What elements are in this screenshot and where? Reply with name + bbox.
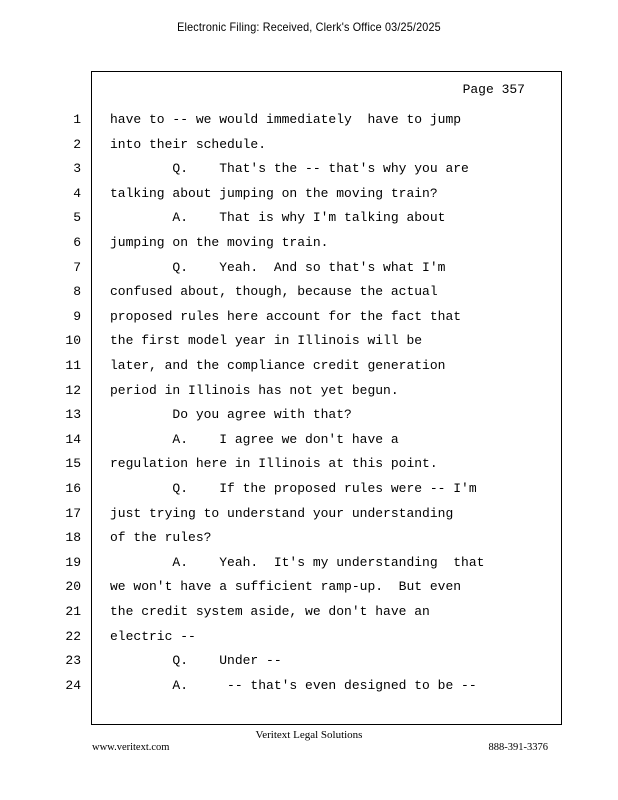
transcript-line: regulation here in Illinois at this point. [110,456,438,471]
line-number: 14 [65,432,81,447]
line-number: 11 [65,358,81,373]
line-number: 19 [65,555,81,570]
line-number: 23 [65,653,81,668]
transcript-line: later, and the compliance credit generation [110,358,446,373]
transcript-line: we won't have a sufficient ramp-up. But even [110,579,462,594]
page-number: Page 357 [462,82,525,97]
line-number: 6 [73,235,81,250]
transcript-line: confused about, though, because the actual [110,284,438,299]
line-number: 3 [73,161,81,176]
transcript-line: into their schedule. [110,137,267,152]
transcript-line: of the rules? [110,530,212,545]
transcript-line: talking about jumping on the moving train? [110,186,438,201]
line-number: 21 [65,604,81,619]
transcript-line: A. That is why I'm talking about [110,210,446,225]
transcript-line: just trying to understand your understanding [110,506,454,521]
line-number: 8 [73,284,81,299]
line-number: 12 [65,383,81,398]
transcript-line: jumping on the moving train. [110,235,329,250]
line-number: 7 [73,260,81,275]
line-number: 18 [65,530,81,545]
transcript-line: Do you agree with that? [110,407,352,422]
transcript-line: Q. Yeah. And so that's what I'm [110,260,446,275]
filing-header: Electronic Filing: Received, Clerk's Office 03/25/2025 [177,20,441,34]
transcript-line: the first model year in Illinois will be [110,333,423,348]
transcript-line: electric -- [110,629,196,644]
line-number: 22 [65,629,81,644]
line-number: 17 [65,506,81,521]
line-number: 16 [65,481,81,496]
line-number: 1 [73,112,81,127]
footer-company: Veritext Legal Solutions [255,729,363,741]
transcript-line: proposed rules here account for the fact that [110,309,462,324]
transcript-line: the credit system aside, we don't have an [110,604,430,619]
line-number: 15 [65,456,81,471]
transcript-line: Q. If the proposed rules were -- I'm [110,481,477,496]
transcript-line: period in Illinois has not yet begun. [110,383,399,398]
transcript-line: have to -- we would immediately have to jump [110,112,462,127]
line-number: 20 [65,579,81,594]
line-number: 9 [73,309,81,324]
transcript-line: A. I agree we don't have a [110,432,399,447]
line-number: 4 [73,186,81,201]
transcript-line: A. Yeah. It's my understanding that [110,555,485,570]
footer-phone: 888-391-3376 [488,742,548,753]
line-number: 24 [65,678,81,693]
line-number: 13 [65,407,81,422]
footer-website: www.veritext.com [92,742,170,753]
line-number: 10 [65,333,81,348]
line-number: 5 [73,210,81,225]
line-number: 2 [73,137,81,152]
transcript-line: A. -- that's even designed to be -- [110,678,477,693]
transcript-line: Q. That's the -- that's why you are [110,161,469,176]
transcript-line: Q. Under -- [110,653,282,668]
